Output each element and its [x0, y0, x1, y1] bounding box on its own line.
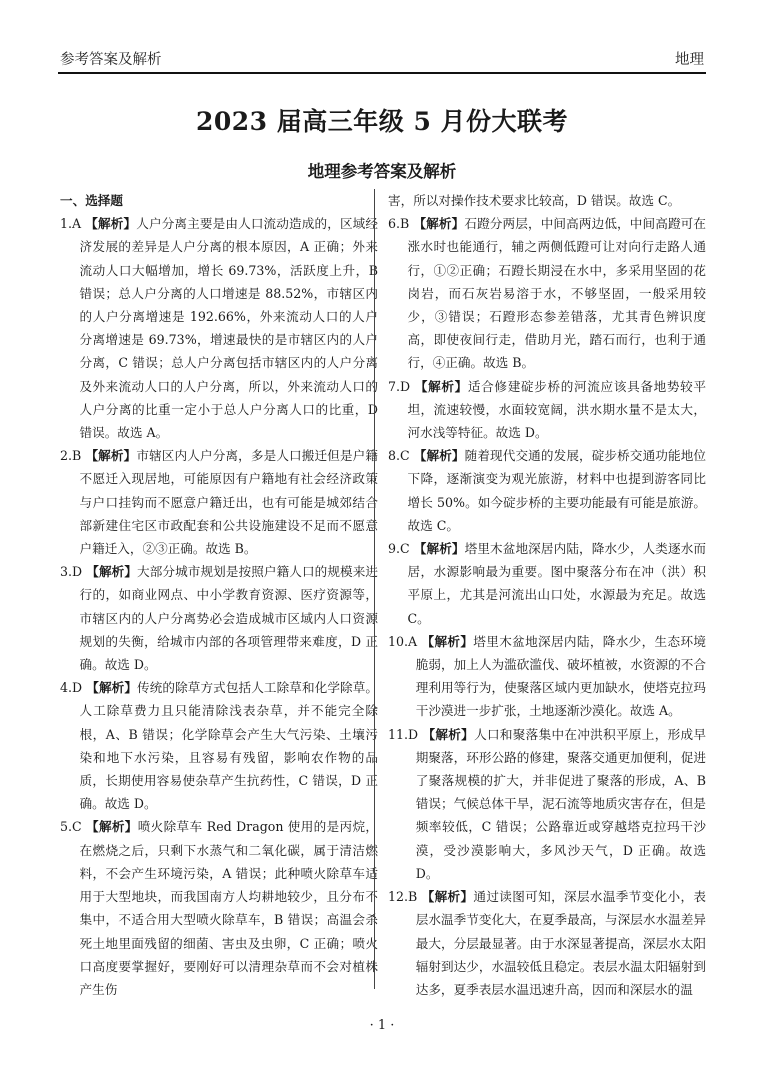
item-text: 人户分离主要是由人口流动造成的，区域经济发展的差异是人户分离的根本原因，A 正确；外来流动人口大幅增加，增长 69.73%，活跃度上升，B 错误；总人户分离的人口增速是 88.52%，市辖区内的人户分离增速是 192.66%，外来流动人口的人户分离增速是 69.73%，增速最快的是市辖区内的人户分离，C 错误；总人户分离包括市辖区内的人户分离及外来流动人口的人户分离，所以，外来流动人口的人户分离的比重一定小于总人户分离人口的比重，D 错误。故选 A。 [79, 216, 379, 441]
item-text: 大部分城市规划是按照户籍人口的规模来进行的，如商业网点、中小学教育资源、医疗资源等，市辖区内的人户分离势必会造成城市区域内人口资源规划的失衡，给城市内部的各项管理带来难度，D 正确。故选 D。 [79, 564, 379, 673]
item-answer: B [400, 216, 410, 232]
item-text: 喷火除草车 Red Dragon 使用的是丙烷，在燃烧之后，只剩下水蒸气和二氧化碳，属于清洁燃料，不会产生环境污染，A 错误；此种喷火除草车适用于大型地块，而我国南方人均耕地较少，且分布不集中，不适合用大型喷火除草车，B 错误；高温会杀死土地里面残留的细菌、害虫及虫卵，C 正确；喷火口高度要掌握好，要刚好可以清理杂草而不会对植株产生伤 [79, 819, 378, 997]
item-answer: C [72, 819, 82, 835]
item-number: 3. [60, 564, 73, 580]
item-answer: C [400, 541, 410, 557]
item-number: 1. [60, 216, 73, 232]
page-number: · 1 · [369, 1018, 395, 1033]
item-number: 9. [388, 541, 401, 557]
answer-item [388, 375, 706, 445]
item-answer: B [408, 889, 418, 905]
exam-title: 2023 届高三年级 5 月份大联考 [195, 107, 569, 136]
header-subject-label: 地理 [675, 52, 704, 68]
item-text: 塔里木盆地深居内陆，降水少，生态环境脆弱，加上人为滥砍滥伐、破坏植被，水资源的不合理利用等行为，使聚落区域内更加缺水，使塔克拉玛干沙漠进一步扩张，土地逐渐沙漠化。故选 A。 [415, 633, 706, 719]
answer-item [60, 444, 378, 560]
item-text: 人口和聚落集中在冲洪积平原上，形成早期聚落，环形公路的修建，聚落交通更加便利，促进了聚落规模的扩大，并非促进了聚落的形成，A、B 错误；气候总体干旱，泥石流等地质灾害存在，但是频率较低，C 错误；公路靠近或穿越塔克拉玛干沙漠，受沙漠影响大，多风沙天气，D 正确。故选 D。 [415, 726, 706, 881]
item-text: 塔里木盆地深居内陆，降水少，人类逐水而居，水源影响最为重要。图中聚落分布在冲（洪）积平原上，尤其是河流出山口处，水源最为充足。故选 C。 [407, 541, 707, 626]
section-heading: 一、选择题 [60, 193, 123, 208]
right-column [388, 189, 706, 1001]
analysis-tag: 【解析】 [413, 448, 465, 464]
answer-item [388, 212, 706, 374]
analysis-tag: 【解析】 [413, 541, 465, 557]
answer-item [388, 630, 706, 723]
analysis-tag: 【解析】 [421, 633, 474, 649]
item-number: 12. [388, 889, 409, 905]
analysis-tag: 【解析】 [85, 216, 137, 232]
item-text: 传统的除草方式包括人工除草和化学除草。人工除草费力且只能清除浅表杂草，并不能完全除根，A、B 错误；化学除草会产生大气污染、土壤污染和地下水污染，且容易有残留，影响农作物的品质，长期使用容易使杂草产生抗药性，C 错误，D 正确。故选 D。 [79, 680, 379, 812]
item-text: 适合修建碇步桥的河流应该具备地势较平坦，流速较慢，水面较宽阔，洪水期水量不是太大，河水浅等特征。故选 D。 [407, 378, 706, 441]
column-divider [374, 189, 375, 989]
item-answer: B [72, 448, 82, 464]
answer-item [60, 212, 378, 444]
answer-item [388, 885, 706, 1001]
item-answer: D [408, 726, 419, 742]
item-answer: D [72, 564, 83, 580]
item-text: 通过读图可知，深层水温季节变化小，表层水温季节变化大，在夏季最高，与深层水水温差异最大，分层最显著。由于水深显著提高，深层水太阳辐射到达少，水温较低且稳定。表层水温太阳辐射到达多，夏季表层水温迅速升高，因而和深层水的温 [415, 889, 707, 997]
answer-item [60, 815, 378, 1001]
analysis-tag: 【解析】 [413, 216, 465, 232]
item-number: 8. [388, 448, 401, 464]
item-number: 10. [388, 633, 409, 649]
item-number: 2. [60, 448, 73, 464]
header-rule [58, 72, 706, 74]
answer-item [60, 560, 378, 676]
answer-subtitle: 地理参考答案及解析 [307, 162, 457, 181]
item-text: 市辖区内人户分离，多是人口搬迁但是户籍不愿迁入现居地，可能原因有户籍地有社会经济政策与户口挂钩而不愿意户籍迁出，也有可能是城郊结合部新建住宅区市政配套和公共设施建设不足而不愿意户籍迁入，②③正确。故选 B。 [79, 448, 378, 557]
item-number: 7. [388, 378, 401, 394]
answer-item [388, 537, 706, 630]
item-answer: D [72, 680, 83, 696]
analysis-tag: 【解析】 [422, 726, 475, 742]
answer-item [388, 723, 706, 885]
item-number: 6. [388, 216, 401, 232]
item-answer: A [72, 216, 82, 232]
header-doc-label: 参考答案及解析 [60, 52, 162, 68]
analysis-tag: 【解析】 [86, 564, 138, 580]
item-number: 4. [60, 680, 73, 696]
analysis-tag: 【解析】 [421, 889, 474, 905]
analysis-tag: 【解析】 [85, 448, 137, 464]
analysis-tag: 【解析】 [86, 819, 138, 835]
item-number: 5. [60, 819, 73, 835]
item-text: 石蹬分两层，中间高两边低，中间高蹬可在涨水时也能通行，辅之两侧低蹬可让对向行走路人通行，①②正确；石蹬长期浸在水中，多采用坚固的花岗岩，而石灰岩易溶于水，不够坚固，一般采用较少，③错误；石蹬形态参差错落，尤其青色辨识度高，即使夜间行走，借助月光，踏石而行，也利于通行，④正确。故选 B。 [407, 216, 706, 371]
analysis-tag: 【解析】 [86, 680, 138, 696]
analysis-tag: 【解析】 [414, 378, 468, 394]
item-answer: A [408, 633, 418, 649]
item-answer: D [400, 378, 411, 394]
item-text: 随着现代交通的发展，碇步桥交通功能地位下降，逐渐演变为观光旅游，材料中也提到游客同比增长 50%。如今碇步桥的主要功能最有可能是旅游。故选 C。 [407, 448, 707, 533]
left-column [60, 189, 378, 1001]
answer-item [388, 444, 706, 537]
item-answer: C [400, 448, 410, 464]
item-number: 11. [388, 726, 409, 742]
answer-item [60, 676, 378, 815]
continuation-text: 害，所以对操作技术要求比较高，D 错误。故选 C。 [388, 193, 681, 208]
